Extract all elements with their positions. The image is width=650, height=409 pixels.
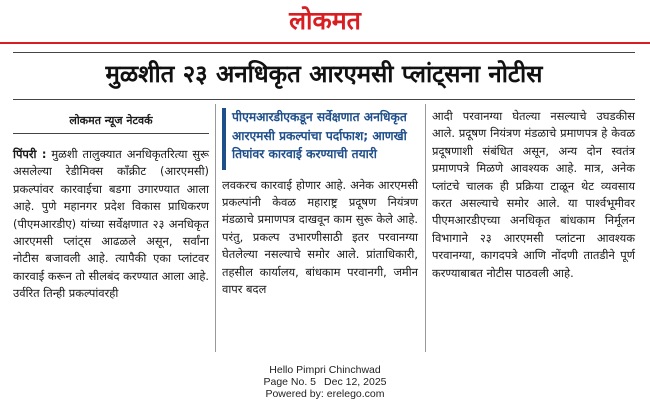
article-headline: मुळशीत २३ अनधिकृत आरएमसी प्लांट्सना नोटीस — [105, 60, 543, 88]
pull-quote: पीएमआरडीएकडून सर्वेक्षणात अनधिकृत आरएमसी प्रकल्पांचा पर्दाफाश; आणखी तिघांवर कारवाई करण्याची तयारी — [222, 108, 418, 170]
page-number: Page No. 5 — [263, 376, 317, 388]
masthead — [0, 0, 650, 44]
edition-date: Dec 12, 2025 — [324, 376, 387, 388]
article-column-2 — [222, 108, 418, 298]
column-1-text: मुळशी तालुक्यात अनधिकृतरित्या सुरू असलेल्या रेडीमिक्स काँक्रीट (आरएमसी) प्रकल्पांवर कारवाईचा बडगा उगारण्यात आला आहे. पुणे महानगर प्रदेश विकास प्राधिकरण (पीएमआरडीए) यांच्या सर्वेक्षणात २३ अनधिकृत आरएमसी प्लांट्स आढळले असून, सर्वांना नोटीस बजावली आहे. त्यापैकी एका प्लांटवर कारवाई करून तो सीलबंद करण्यात आला आहे. उर्वरित तिन्ही प्रकल्पांवरही — [13, 147, 209, 301]
headline-box — [13, 52, 635, 100]
column-3-text: आदी परवानग्या घेतल्या नसल्याचे उघडकीस आले. प्रदूषण नियंत्रण मंडळाचे प्रमाणपत्र हे केवळ प्रदूषणाशी संबंधित असून, अन्य दोन स्वतंत्र प्रमाणपत्रे मिळणे आवश्यक आहे. मात्र, अनेक प्लांटचे चालक ही प्रक्रिया टाळून थेट व्यवसाय करत असल्याचे समोर आले. या पार्श्वभूमीवर पीएमआरडीएच्या अनधिकृत बांधकाम निर्मूलन विभागाने २३ आरएमसी प्लांटना आवश्यक परवानग्या, कागदपत्रे आणि नोंदणी तातडीने पूर्ण करण्याबाबत नोटीस पाठवली आहे. — [432, 109, 635, 280]
column-divider — [425, 104, 426, 352]
column-divider — [215, 104, 216, 352]
lead-paragraph — [13, 146, 209, 303]
article-column-3 — [432, 108, 635, 282]
newspaper-logo: लोकमत — [289, 6, 361, 35]
page-meta — [0, 376, 650, 388]
edition-name: Hello Pimpri Chinchwad — [269, 364, 381, 376]
column-2-text: लवकरच कारवाई होणार आहे. अनेक आरएमसी प्रकल्पांनी केवळ महाराष्ट्र प्रदूषण नियंत्रण मंडळाचे प्रमाणपत्र दाखवून काम सुरू केले आहे. परंतु, प्रकल्प उभारणीसाठी इतर परवानग्या घेतलेल्या नसल्याचे समोर आले. प्रांताधिकारी, तहसील कार्यालय, बांधकाम परवानगी, जमीन वापर बदल — [222, 177, 418, 296]
powered-by-link[interactable]: Powered by: erelego.com — [265, 388, 385, 400]
dateline: पिंपरी : — [13, 147, 47, 161]
byline: लोकमत न्यूज नेटवर्क — [13, 108, 209, 134]
page-footer — [0, 364, 650, 400]
masthead-rule — [0, 42, 650, 44]
article-column-1 — [13, 108, 209, 303]
